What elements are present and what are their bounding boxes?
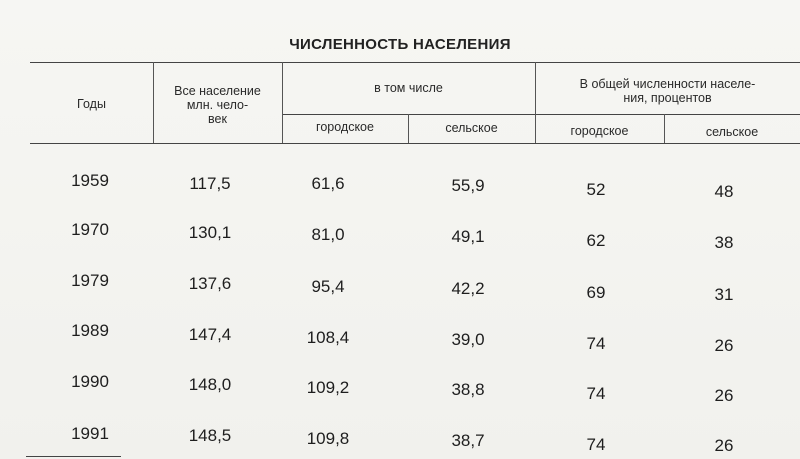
cell-rural-pct: 31 <box>714 285 734 304</box>
cell-urban: 61,6 <box>311 174 345 193</box>
header-urban-pct: городское <box>570 124 629 138</box>
header-share-line1: В общей численности населе- <box>579 77 756 91</box>
header-total <box>153 84 282 126</box>
cell-rural: 42,2 <box>451 279 485 298</box>
header-years: Годы <box>77 97 106 111</box>
cell-year: 1959 <box>71 171 109 190</box>
cell-total: 117,5 <box>189 174 231 193</box>
header-bottom-rule <box>30 143 800 144</box>
table-top-rule <box>30 62 800 63</box>
cell-urban: 81,0 <box>311 225 345 244</box>
header-rural: сельское <box>445 121 498 135</box>
cell-urban-pct: 52 <box>586 180 606 199</box>
cell-rural: 38,8 <box>451 380 485 399</box>
cell-urban-pct: 62 <box>586 231 606 250</box>
header-total-line3: век <box>208 112 227 126</box>
cell-rural: 38,7 <box>451 431 485 450</box>
cell-urban: 108,4 <box>306 328 350 347</box>
cell-urban-pct: 69 <box>586 283 606 302</box>
cell-urban: 109,8 <box>306 429 350 448</box>
cell-total: 147,4 <box>188 325 232 344</box>
cell-total: 137,6 <box>188 274 232 293</box>
cell-year: 1989 <box>71 321 109 340</box>
cell-rural: 39,0 <box>451 330 485 349</box>
cell-rural: 49,1 <box>451 227 485 246</box>
cell-total: 148,5 <box>188 426 232 445</box>
header-urban: городское <box>316 120 374 134</box>
cell-year: 1990 <box>71 372 109 391</box>
cell-urban-pct: 74 <box>586 435 606 454</box>
header-share-line2: ния, процентов <box>623 91 712 105</box>
cell-total: 148,0 <box>188 375 232 394</box>
cell-rural: 55,9 <box>451 176 485 195</box>
cell-total: 130,1 <box>188 223 232 242</box>
header-total-line2: млн. чело- <box>186 98 249 112</box>
cell-rural-pct: 38 <box>714 233 734 252</box>
cell-rural-pct: 26 <box>714 436 734 455</box>
header-rural-pct: сельское <box>705 125 759 139</box>
cell-year: 1979 <box>71 271 109 290</box>
header-share <box>535 77 800 105</box>
header-including: в том числе <box>374 81 443 95</box>
table-bottom-rule <box>26 456 121 457</box>
cell-urban-pct: 74 <box>586 384 606 403</box>
cell-urban-pct: 74 <box>586 334 606 353</box>
cell-year: 1970 <box>71 220 109 239</box>
header-total-line1: Все население <box>174 84 261 98</box>
cell-urban: 109,2 <box>306 378 350 397</box>
cell-urban: 95,4 <box>311 277 345 296</box>
cell-rural-pct: 26 <box>714 386 734 405</box>
cell-rural-pct: 26 <box>714 336 734 355</box>
cell-year: 1991 <box>71 424 109 443</box>
table-title: ЧИСЛЕННОСТЬ НАСЕЛЕНИЯ <box>289 36 511 53</box>
subheader-rule <box>282 114 800 115</box>
cell-rural-pct: 48 <box>714 182 734 201</box>
